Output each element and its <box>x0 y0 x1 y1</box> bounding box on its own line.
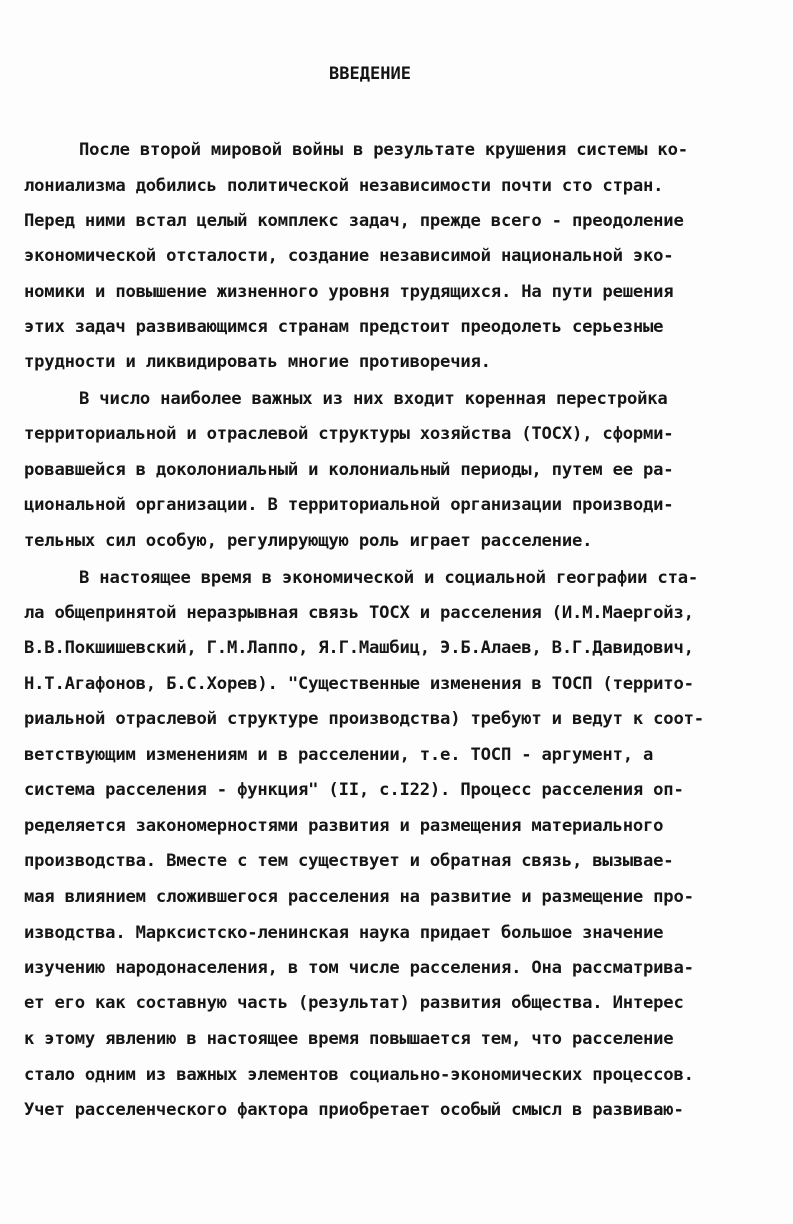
text-line: производства. Вместе с тем существует и обратная связь, вызывае- <box>24 851 674 871</box>
text-line: ла общепринятой неразрывная связь ТОСХ и расселения (И.М.Маергойз, <box>24 603 694 623</box>
text-line: В.В.Покшишевский, Г.М.Лаппо, Я.Г.Машбиц, Э.Б.Алаев, В.Г.Давидович, <box>24 638 694 658</box>
text-line: мая влиянием сложившегося расселения на развитие и размещение про- <box>24 887 694 907</box>
text-line: Н.Т.Агафонов, Б.С.Хорев). "Существенные изменения в ТОСП (террито- <box>24 674 694 694</box>
text-line: ровавшейся в доколониальный и колониальный периоды, путем ее ра- <box>24 460 674 480</box>
text-line: ределяется закономерностями развития и размещения материального <box>24 816 664 836</box>
text-line: территориальной и отраслевой структуры хозяйства (ТОСХ), сформи- <box>24 424 674 444</box>
text-line: тельных сил особую, регулирующую роль играет расселение. <box>24 531 593 551</box>
text-line: система расселения - функция" (II, с.I22). Процесс расселения оп- <box>24 780 684 800</box>
text-line: риальной отраслевой структуре производства) требуют и ведут к соот- <box>24 709 704 729</box>
text-line: трудности и ликвидировать многие противоречия. <box>24 352 491 372</box>
text-line: ет его как составную часть (результат) развития общества. Интерес <box>24 993 684 1013</box>
text-line: экономической отсталости, создание независимой национальной эко- <box>24 246 674 266</box>
text-line: лониализма добились политической независимости почти сто стран. <box>24 176 664 196</box>
text-line: изводства. Марксистско-ленинская наука придает большое значение <box>24 923 664 943</box>
text-line: В число наиболее важных из них входит коренная перестройка <box>79 389 668 409</box>
text-line: к этому явлению в настоящее время повышается тем, что расселение <box>24 1029 674 1049</box>
text-line: Перед ними встал целый комплекс задач, прежде всего - преодоление <box>24 211 684 231</box>
text-line: После второй мировой войны в результате крушения системы ко- <box>79 140 688 160</box>
text-line: номики и повышение жизненного уровня трудящихся. На пути решения <box>24 282 674 302</box>
page-title: ВВЕДЕНИЕ <box>329 64 411 84</box>
text-line: ветствующим изменениям и в расселении, т.е. ТОСП - аргумент, а <box>24 745 654 765</box>
text-line: Учет расселенческого фактора приобретает особый смысл в развиваю- <box>24 1100 684 1120</box>
text-line: стало одним из важных элементов социально-экономических процессов. <box>24 1065 694 1085</box>
text-line: этих задач развивающимся странам предстоит преодолеть серьезные <box>24 317 664 337</box>
text-line: В настоящее время в экономической и социальной географии ста- <box>79 568 699 588</box>
text-line: циональной организации. В территориальной организации производи- <box>24 495 674 515</box>
text-line: изучению народонаселения, в том числе расселения. Она рассматрива- <box>24 958 694 978</box>
